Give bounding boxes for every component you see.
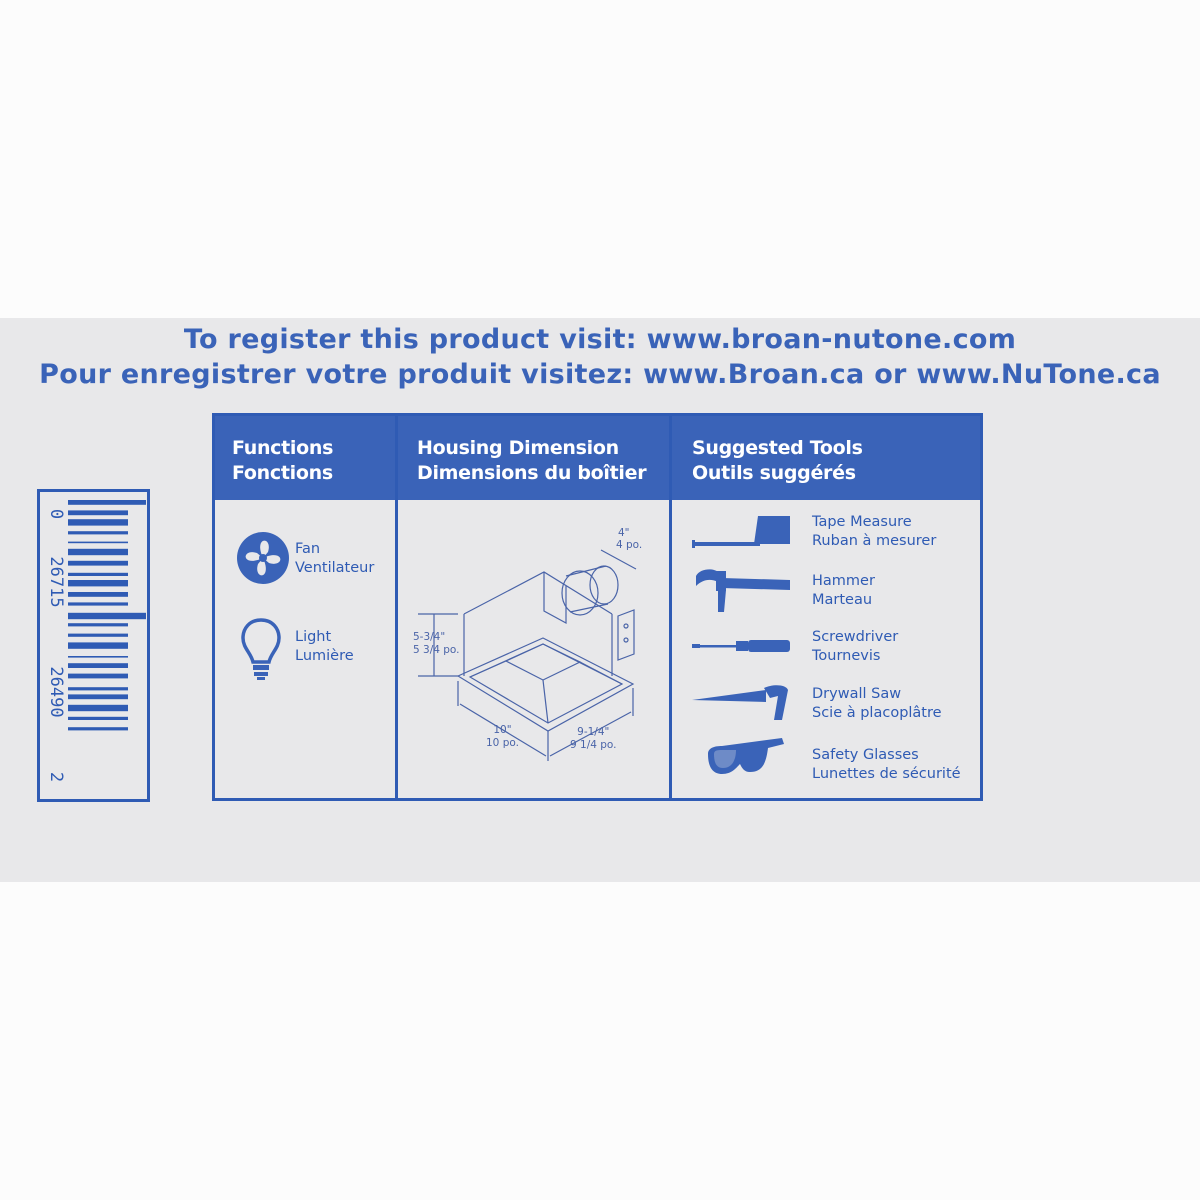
housing-column [398,416,672,798]
barcode-bar [68,717,128,720]
barcode-digit: 26715 [46,556,66,608]
barcode-digit: 0 [46,508,66,520]
tool-label-fr: Lunettes de sécurité [812,766,961,782]
barcode-bar [68,549,128,555]
tools-header [672,416,980,500]
tool-label-fr: Tournevis [812,648,881,664]
function-label-fr: Lumière [295,648,354,664]
barcode-bar [68,573,128,576]
info-table [212,413,983,801]
tool-item-drywall-saw [812,685,942,723]
barcode-bar [68,500,146,505]
barcode-bar [68,694,128,699]
barcode-bar [68,727,128,730]
tool-label-en: Safety Glasses [812,747,919,763]
tool-label-en: Tape Measure [812,514,912,530]
housing-header-fr: Dimensions du boîtier [417,462,647,484]
barcode-bar [68,642,128,648]
barcode-bar [68,623,128,626]
barcode-bar [68,592,128,597]
tools-column [672,416,980,798]
safety-glasses-icon [706,734,786,782]
function-item-fan [295,540,374,578]
tools-header-en: Suggested Tools [692,437,863,459]
length-dimension-en: 10" [493,724,512,736]
drywall-saw-icon [692,684,792,724]
housing-header-en: Housing Dimension [417,437,619,459]
height-dimension-en: 5-3/4" [413,631,446,643]
function-label-fr: Ventilateur [295,560,375,576]
height-dimension-fr: 5 3/4 po. [413,644,460,656]
housing-header [398,416,669,500]
tool-item-tape-measure [812,513,936,551]
functions-column [215,416,398,798]
barcode-bar [68,510,128,515]
tool-label-en: Drywall Saw [812,686,902,702]
tools-header-fr: Outils suggérés [692,462,856,484]
barcode-bar [68,542,128,544]
barcode-bar [68,613,146,619]
duct-dimension [618,527,642,551]
tape-measure-icon [692,514,792,550]
tool-item-hammer [812,572,875,610]
registration-line-fr: Pour enregistrer votre produit visitez: www.Broan.ca or www.NuTone.ca [39,359,1161,390]
barcode [37,489,150,802]
tool-label-fr: Marteau [812,592,873,608]
functions-header [215,416,395,500]
length-dimension [486,724,519,750]
tool-label-en: Screwdriver [812,629,899,645]
tool-item-safety-glasses [812,746,961,784]
functions-header-fr: Fonctions [232,462,333,484]
barcode-digits [46,492,66,797]
hammer-icon [692,568,792,614]
tool-item-screwdriver [812,628,898,666]
tool-label-fr: Ruban à mesurer [812,533,937,549]
registration-line-en: To register this product visit: www.broan-nutone.com [183,324,1017,355]
fan-icon [235,530,291,586]
barcode-bar [68,602,128,605]
barcode-bars [68,500,146,790]
barcode-bar [68,663,128,668]
functions-header-en: Functions [232,437,334,459]
width-dimension-fr: 9 1/4 po. [570,739,617,751]
function-label-en: Light [295,629,332,645]
barcode-bar [68,531,128,534]
width-dimension-en: 9-1/4" [577,726,610,738]
barcode-digit: 2 [46,771,66,783]
barcode-digit: 26490 [46,666,66,718]
barcode-bar [68,705,128,711]
tool-label-fr: Scie à placoplâtre [812,705,942,721]
barcode-bar [68,656,128,658]
duct-dimension-fr: 4 po. [616,539,643,551]
barcode-bar [68,561,128,566]
function-label-en: Fan [295,541,321,557]
tool-label-en: Hammer [812,573,875,589]
screwdriver-icon [692,638,792,654]
duct-dimension-en: 4" [618,527,630,539]
height-dimension [413,631,460,657]
barcode-bar [68,634,128,637]
barcode-bar [68,674,128,679]
function-item-light [295,628,354,666]
barcode-bar [68,519,128,525]
barcode-bar [68,580,128,586]
width-dimension [570,726,617,752]
barcode-bar [68,687,128,690]
light-bulb-icon [239,616,283,682]
length-dimension-fr: 10 po. [486,737,519,749]
